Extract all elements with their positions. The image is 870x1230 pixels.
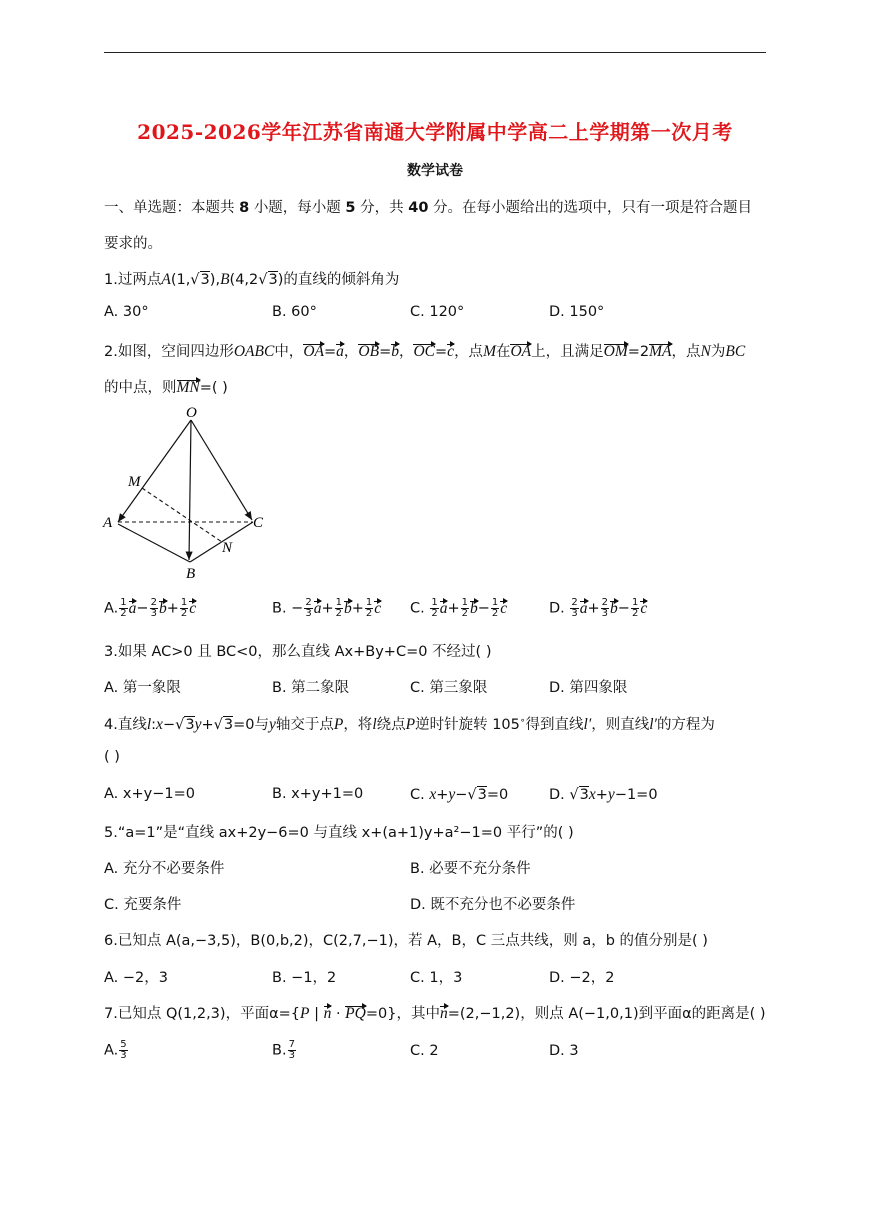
label-N: N [222, 540, 233, 556]
q3-option-a[interactable]: A. 第一象限 [104, 680, 181, 696]
exam-subtitle: 数学试卷 [407, 163, 463, 179]
q5-option-c[interactable]: C. 充要条件 [104, 897, 182, 913]
q4-option-d[interactable]: D. √3x+y−1=0 [549, 786, 658, 803]
q3-option-b[interactable]: B. 第二象限 [272, 680, 350, 696]
header-rule [104, 52, 766, 53]
exam-title: 2025-2026学年江苏省南通大学附属中学高二上学期第一次月考 [137, 120, 733, 144]
question-7: 7.已知点 Q(1,2,3)，平面α={P | n · PQ=0}，其中n=(2,−1,2)，则点 A(−1,0,1)到平面α的距离是( ) [104, 1005, 766, 1022]
q1-option-d[interactable]: D. 150° [549, 304, 605, 320]
label-A: A [103, 515, 113, 531]
q2-option-d[interactable]: D. $\frac{2}{3}$ a+ $\frac{2}{3}$ b− $\frac{1}{2}$ c [549, 597, 648, 619]
section-heading: 一、单选题：本题共 8 小题，每小题 5 分，共 40 分。在每小题给出的选项中，只有一项是符合题目 [104, 200, 753, 216]
q2-option-c[interactable]: C. $\frac{1}{2}$ a+ $\frac{1}{2}$ b− $\frac{1}{2}$ c [410, 597, 508, 619]
edge-OB [189, 420, 191, 560]
q7-option-d[interactable]: D. 3 [549, 1043, 579, 1059]
question-3: 3.如果 AC>0 且 BC<0，那么直线 Ax+By+C=0 不经过( ) [104, 644, 492, 660]
q6-option-b[interactable]: B. −1，2 [272, 970, 337, 986]
q6-option-a[interactable]: A. −2，3 [104, 970, 168, 986]
edge-AB [118, 524, 190, 562]
q1-option-b[interactable]: B. 60° [272, 304, 317, 320]
question-1: 1.过两点A(1,√3),B(4,2√3)的直线的倾斜角为 [104, 271, 400, 288]
edge-OC [191, 420, 252, 520]
q7-option-c[interactable]: C. 2 [410, 1043, 439, 1059]
q6-option-d[interactable]: D. −2，2 [549, 970, 615, 986]
label-B: B [186, 566, 196, 582]
q2-option-b[interactable]: B. − $\frac{2}{3}$ a+ $\frac{1}{2}$ b+ $\frac{1}{2}$ c [272, 597, 382, 619]
edge-OA [118, 420, 191, 522]
q5-option-b[interactable]: B. 必要不充分条件 [410, 861, 531, 877]
section-heading-cont: 要求的。 [104, 236, 162, 252]
question-4-cont: ( ) [104, 749, 120, 765]
q5-option-a[interactable]: A. 充分不必要条件 [104, 861, 225, 877]
q4-option-a[interactable]: A. x+y−1=0 [104, 786, 195, 802]
q7-option-a[interactable]: A. $\frac{5}{3}$ [104, 1039, 127, 1061]
q4-option-b[interactable]: B. x+y+1=0 [272, 786, 364, 802]
question-4: 4.直线l:x−√3y+√3=0与y轴交于点P，将l绕点P逆时针旋转 105∘得到直线l′，则直线l′的方程为 [104, 716, 715, 733]
q3-option-d[interactable]: D. 第四象限 [549, 680, 628, 696]
q5-option-d[interactable]: D. 既不充分也不必要条件 [410, 897, 576, 913]
q2-option-a[interactable]: A. $\frac{1}{2}$ a− $\frac{2}{3}$ b+ $\frac{1}{2}$ c [104, 597, 197, 619]
label-M: M [128, 474, 141, 490]
question-2-cont: 的中点，则MN=( ) [104, 379, 228, 396]
q3-option-c[interactable]: C. 第三象限 [410, 680, 488, 696]
q1-option-c[interactable]: C. 120° [410, 304, 465, 320]
label-O: O [186, 405, 197, 421]
q1-option-a[interactable]: A. 30° [104, 304, 149, 320]
q7-option-b[interactable]: B. $\frac{7}{3}$ [272, 1039, 295, 1061]
question-6: 6.已知点 A(a,−3,5)，B(0,b,2)，C(2,7,−1)，若 A，B，C 三点共线，则 a，b 的值分别是( ) [104, 933, 708, 949]
question-2: 2.如图，空间四边形OABC中，OA=a，OB=b，OC=c，点M在OA上，且满足OM=2MA，点N为BC [104, 343, 746, 360]
question-5: 5.“a=1”是“直线 ax+2y−6=0 与直线 x+(a+1)y+a²−1=0 平行”的( ) [104, 825, 574, 841]
q6-option-c[interactable]: C. 1，3 [410, 970, 463, 986]
q4-option-c[interactable]: C. x+y−√3=0 [410, 786, 509, 803]
segment-MN [142, 488, 222, 542]
tetrahedron-figure [100, 402, 280, 582]
label-C: C [253, 515, 264, 531]
